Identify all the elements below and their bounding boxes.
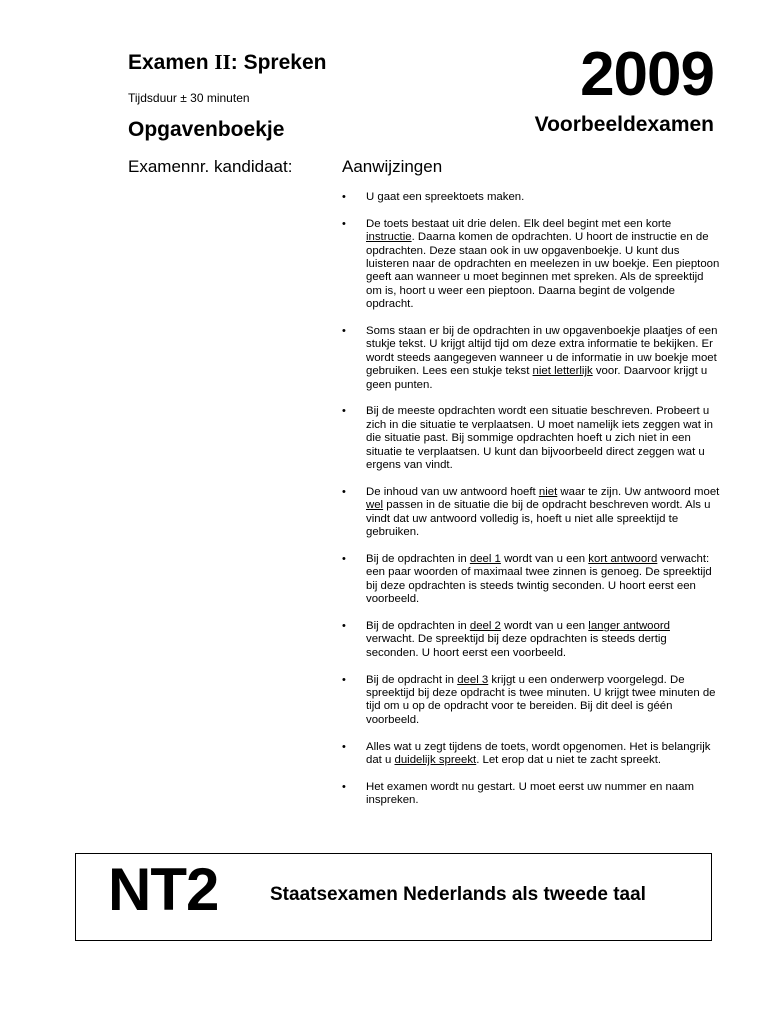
instruction-text: Soms staan er bij de opdrachten in uw opgavenboekje plaatjes of een stukje tekst. U krijgt altijd tijd om deze extra informatie te bekijken. Er wordt steeds aangegeven wanneer u de informatie in uw boekje moet gebruiken. Lees een stukje tekst (366, 325, 718, 378)
instruction-item (342, 325, 720, 392)
instruction-text: . Daarna komen de opdrachten. U hoort de instructie en de opdrachten. Deze staan ook in uw opgavenboekje. U kunt dus luisteren naar de opdrachten en meelezen in uw boekje. Een pieptoon geeft aan wanneer u moet beginnen met spreken. Als de spreektijd om is, hoort u weer een pieptoon. Daarna begint de volgende opdracht. (366, 231, 720, 311)
bullet-icon: • (342, 191, 346, 203)
instruction-emphasis: deel 2 (469, 619, 501, 632)
bullet-icon: • (342, 485, 346, 498)
bullet-icon: • (342, 325, 346, 338)
instruction-item (342, 674, 720, 728)
instruction-text: U gaat een spreektoets maken. (366, 191, 525, 203)
instruction-item (342, 620, 720, 660)
instruction-text: verwacht. De spreektijd bij deze opdrachten is steeds dertig seconden. U hoort eerst een voorbeeld. (366, 633, 667, 659)
instruction-text: waar te zijn. Uw antwoord moet (557, 485, 720, 498)
instruction-text: Bij de opdracht in (366, 673, 458, 686)
instruction-emphasis: niet (538, 485, 558, 498)
instruction-text: Bij de opdrachten in (366, 619, 470, 632)
instruction-text: Bij de opdrachten in (366, 552, 470, 565)
instruction-emphasis: deel 3 (457, 673, 489, 686)
exam-title-prefix: Examen (128, 51, 215, 74)
instruction-text: verwacht: een paar woorden of maximaal twee zinnen is genoeg. De spreektijd bij deze opdrachten is steeds twintig seconden. U hoort eerst een voorbeeld. (366, 552, 712, 606)
bullet-icon: • (342, 740, 346, 753)
instruction-text: Het examen wordt nu gestart. U moet eerst uw nummer en naam inspreken. (366, 780, 694, 807)
exam-title-suffix: : Spreken (230, 51, 327, 74)
instruction-text: voor. Daarvoor krijgt u geen punten. (366, 365, 708, 391)
instruction-emphasis: niet letterlijk (532, 365, 593, 378)
instruction-item (342, 486, 720, 540)
instruction-text: krijgt u een onderwerp voorgelegd. De spreektijd bij deze opdracht is twee minuten. U krijgt twee minuten de tijd om u op de opdracht voor te bereiden. Bij dit deel is géén voorbeeld. (366, 673, 716, 726)
nt2-logo: NT2 (108, 856, 219, 923)
instruction-item (342, 405, 720, 472)
bullet-icon: • (342, 217, 346, 230)
instruction-text: wordt van u een (500, 619, 589, 632)
bullet-icon: • (342, 405, 346, 418)
instruction-item (342, 553, 720, 607)
instruction-item (342, 218, 720, 312)
instruction-text: wordt van u een (500, 552, 589, 565)
exam-duration: Tijdsduur ± 30 minuten (128, 91, 250, 105)
instruction-item (342, 191, 720, 204)
bullet-icon: • (342, 673, 346, 686)
instruction-text: passen in de situatie die bij de opdracht beschreven wordt. Als u vindt dat uw antwoord volledig is, hoeft u niet alle spreektijd te gebruiken. (366, 499, 711, 539)
instruction-item (342, 741, 720, 768)
exam-year: 2009 (580, 40, 714, 109)
bullet-icon: • (342, 619, 346, 632)
footer-exam-name: Staatsexamen Nederlands als tweede taal (270, 884, 646, 905)
instruction-emphasis: kort antwoord (588, 552, 658, 565)
instruction-emphasis: wel (366, 499, 384, 512)
instruction-emphasis: duidelijk spreekt (394, 753, 477, 766)
exam-title (128, 50, 326, 75)
exam-title-roman: II (214, 50, 231, 74)
instruction-text: De inhoud van uw antwoord hoeft (366, 485, 539, 498)
candidate-number-label: Examennr. kandidaat: (128, 157, 293, 176)
booklet-title: Opgavenboekje (128, 118, 285, 141)
instruction-text: Alles wat u zegt tijdens de toets, wordt opgenomen. Het is belangrijk dat u (366, 740, 711, 766)
instruction-emphasis: langer antwoord (588, 619, 670, 632)
instruction-text: Bij de meeste opdrachten wordt een situatie beschreven. Probeert u zich in die situatie te verplaatsen. U moet namelijk iets zeggen wat in die situatie past. Bij sommige opdrachten hoeft u zich niet in een situatie te verplaatsen. U kunt dan bijvoorbeeld direct zeggen wat u ergens van vindt. (366, 405, 713, 472)
instruction-item (342, 781, 720, 808)
instruction-emphasis: instructie (366, 231, 412, 244)
bullet-icon: • (342, 552, 346, 565)
instruction-text: De toets bestaat uit drie delen. Elk deel begint met een korte (366, 217, 672, 230)
instructions-list (342, 191, 720, 821)
exam-type: Voorbeeldexamen (534, 113, 714, 136)
bullet-icon: • (342, 780, 346, 793)
instruction-emphasis: deel 1 (469, 552, 501, 565)
instruction-text: . Let erop dat u niet te zacht spreekt. (476, 753, 662, 766)
instructions-heading: Aanwijzingen (342, 157, 443, 176)
